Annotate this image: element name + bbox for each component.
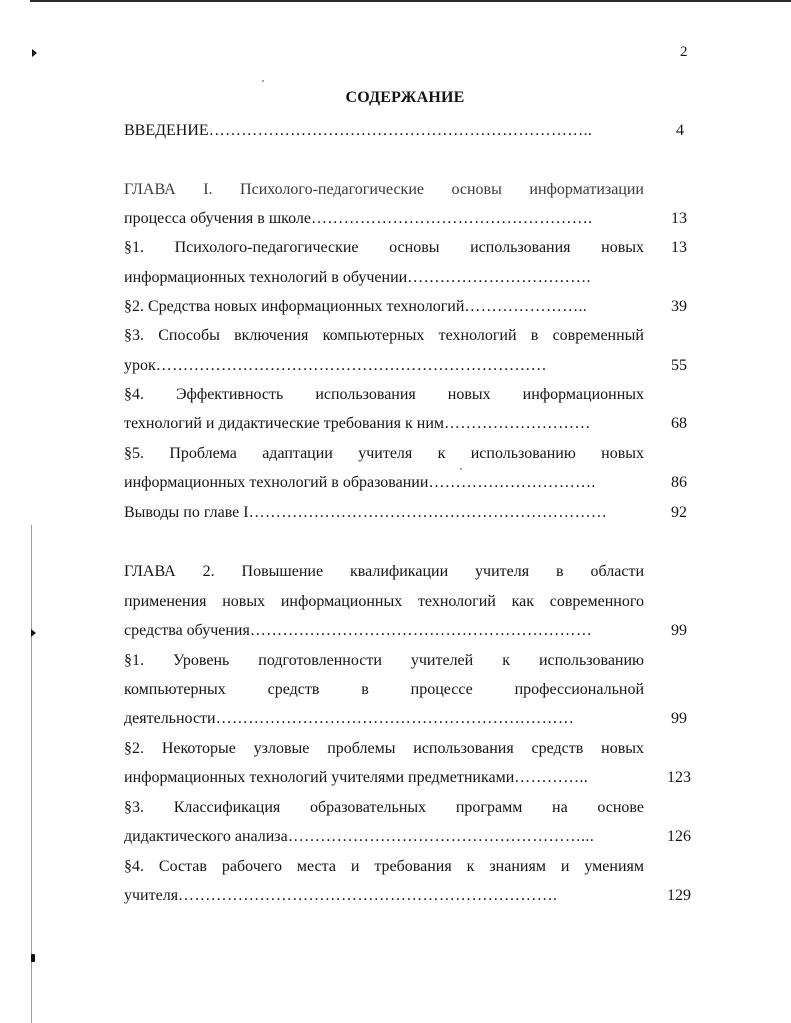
toc-entry-label: информационных технологий учителями предметниками — [124, 769, 515, 786]
toc-section-1-5[interactable]: §5. Проблема адаптации учителя к использованию новых — [124, 445, 644, 462]
toc-section-2-4[interactable]: §4. Состав рабочего места и требования к знаниям и умениям — [124, 858, 644, 875]
toc-section-1-2[interactable] — [124, 297, 644, 317]
toc-page-number: 99 — [671, 710, 687, 727]
toc-page-number: 55 — [671, 357, 687, 374]
toc-section-1-3[interactable]: §3. Способы включения компьютерных технологий в современный — [124, 327, 644, 344]
page-title: СОДЕРЖАНИЕ — [345, 89, 465, 106]
toc-leader-dots: ……………………… — [444, 415, 591, 432]
toc-leader-dots: ………………………………………………... — [287, 828, 595, 845]
scan-mark-icon — [31, 629, 36, 637]
toc-leader-dots: ………………….. — [464, 298, 588, 315]
toc-entry-label: учителя — [124, 887, 179, 904]
toc-section-1-4-cont[interactable] — [124, 414, 644, 434]
toc-page-number: 86 — [671, 474, 687, 491]
toc-entry-label: дидактического анализа — [124, 828, 288, 845]
toc-section-2-3-cont[interactable] — [124, 827, 644, 847]
chapter-1-heading-cont[interactable] — [124, 209, 644, 229]
toc-entry-label: информационных технологий в обучении — [124, 269, 408, 286]
toc-section-2-1-cont[interactable]: компьютерных средств в процессе профессиональной — [124, 681, 644, 698]
toc-section-2-2-cont[interactable] — [124, 768, 644, 788]
chapter-1-heading[interactable]: ГЛАВА I. Психолого-педагогические основы информатизации — [124, 181, 644, 198]
toc-leader-dots: …………………………. — [428, 474, 596, 491]
toc-leader-dots: ………….. — [514, 769, 589, 786]
chapter-2-heading[interactable]: ГЛАВА 2. Повышение квалификации учителя в области — [124, 563, 644, 580]
page-number: 2 — [680, 44, 688, 60]
toc-section-1-5-cont[interactable] — [124, 473, 644, 493]
toc-page-number: 126 — [667, 828, 691, 845]
toc-entry-label: §2. Средства новых информационных технологий — [124, 298, 465, 315]
scan-mark-icon — [32, 49, 37, 57]
toc-leader-dots: ………………………………………………………… — [215, 710, 575, 727]
toc-entry-label: деятельности — [124, 710, 216, 727]
toc-leader-dots: ……………………………………………. — [311, 210, 593, 227]
scan-mark-icon — [31, 954, 35, 962]
toc-leader-dots: ……………………………. — [407, 269, 591, 286]
toc-section-2-4-cont[interactable] — [124, 886, 644, 906]
left-margin-rule — [31, 525, 32, 1023]
toc-leader-dots: ……………………………………………………… — [249, 622, 593, 639]
toc-page-number: 68 — [671, 415, 687, 432]
toc-entry-label: технологий и дидактические требования к ним — [124, 415, 444, 432]
toc-page-number: 4 — [676, 122, 684, 139]
toc-entry-label: ВВЕДЕНИЕ — [124, 122, 209, 139]
toc-entry-label: процесса обучения в школе — [124, 210, 311, 227]
toc-page-number: 92 — [671, 504, 687, 521]
toc-conclusions-chapter-1[interactable] — [124, 503, 644, 523]
toc-page-number: 13 — [671, 210, 687, 227]
toc-leader-dots: …………………………………………………………….. — [208, 122, 593, 139]
toc-section-2-1[interactable]: §1. Уровень подготовленности учителей к использованию — [124, 652, 644, 669]
toc-entry-introduction[interactable] — [124, 121, 644, 141]
toc-page-number: 39 — [671, 298, 687, 315]
chapter-2-heading-cont-2[interactable] — [124, 621, 644, 641]
toc-page-number: 13 — [671, 239, 687, 256]
toc-page-number: 123 — [667, 769, 691, 786]
toc-section-2-3[interactable]: §3. Классификация образовательных программ на основе — [124, 799, 644, 816]
toc-leader-dots: ……………………………………………………………… — [155, 357, 547, 374]
chapter-2-heading-cont[interactable]: применения новых информационных технологий как современного — [124, 593, 644, 610]
toc-entry-label: информационных технологий в образовании — [124, 474, 429, 491]
toc-leader-dots: ………………………………………………………… — [248, 504, 608, 521]
toc-page-number: 129 — [667, 887, 691, 904]
toc-entry-label: Выводы по главе I — [124, 504, 249, 521]
toc-leader-dots: ……………………………………………………………. — [178, 887, 558, 904]
scan-speck-icon — [262, 80, 264, 82]
scan-speck-icon — [460, 468, 462, 470]
toc-entry-label: урок — [124, 357, 156, 374]
toc-section-1-1[interactable]: §1. Психолого-педагогические основы использования новых — [124, 239, 644, 256]
toc-section-2-2[interactable]: §2. Некоторые узловые проблемы использования средств новых — [124, 740, 644, 757]
toc-page-number: 99 — [671, 622, 687, 639]
toc-section-2-1-cont-2[interactable] — [124, 709, 644, 729]
toc-entry-label: средства обучения — [124, 622, 250, 639]
toc-section-1-4[interactable]: §4. Эффективность использования новых информационных — [124, 386, 644, 403]
toc-section-1-3-cont[interactable] — [124, 356, 644, 376]
toc-section-1-1-cont[interactable] — [124, 268, 644, 288]
top-edge-rule — [30, 0, 791, 2]
